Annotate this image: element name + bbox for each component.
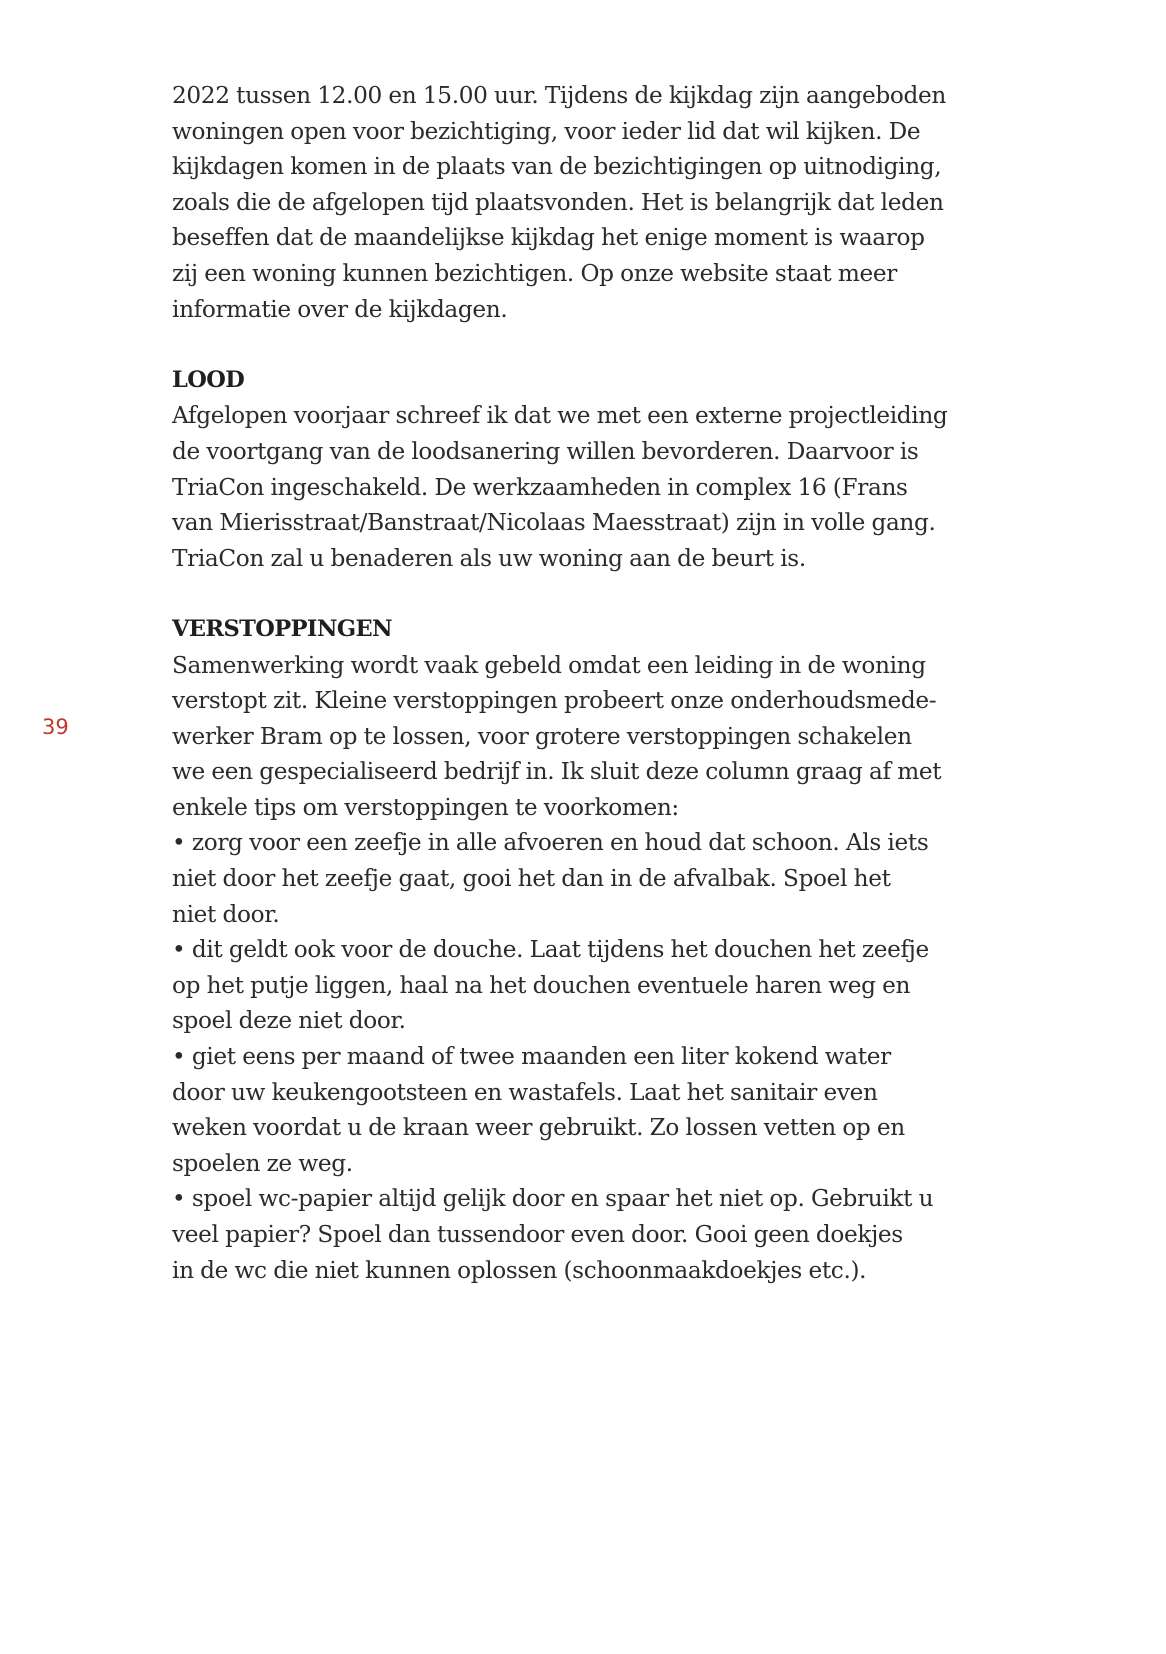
text-line: zoals die de afgelopen tijd plaatsvonden. Het is belangrijk dat leden <box>172 188 944 216</box>
text-line: kijkdagen komen in de plaats van de bezichtigingen op uitnodiging, <box>172 153 942 181</box>
tip-line: spoelen ze weg. <box>172 1149 353 1177</box>
tip-line: niet door het zeefje gaat, gooi het dan in de afvalbak. Spoel het <box>172 865 891 893</box>
intro-paragraph <box>172 78 1002 327</box>
tip-line: • dit geldt ook voor de douche. Laat tijdens het douchen het zeefje <box>172 936 929 964</box>
text-line: woningen open voor bezichtiging, voor ieder lid dat wil kijken. De <box>172 117 921 145</box>
text-line: de voortgang van de loodsanering willen bevorderen. Daarvoor is <box>172 437 919 465</box>
tip-line: weken voordat u de kraan weer gebruikt. Zo lossen vetten op en <box>172 1114 905 1142</box>
section-verstoppingen <box>172 612 1002 1288</box>
text-line: TriaCon zal u benaderen als uw woning aan de beurt is. <box>172 544 806 572</box>
text-line: van Mierisstraat/Banstraat/Nicolaas Maesstraat) zijn in volle gang. <box>172 509 936 537</box>
text-line: verstopt zit. Kleine verstoppingen probeert onze onderhoudsmede- <box>172 687 937 715</box>
text-line: we een gespecialiseerd bedrijf in. Ik sluit deze column graag af met <box>172 758 942 786</box>
tip-line: door uw keukengootsteen en wastafels. Laat het sanitair even <box>172 1078 878 1106</box>
text-line: beseffen dat de maandelijkse kijkdag het enige moment is waarop <box>172 224 925 252</box>
tip-line: • zorg voor een zeefje in alle afvoeren en houd dat schoon. Als iets <box>172 829 929 857</box>
section-heading: VERSTOPPINGEN <box>172 615 392 642</box>
tip-line: veel papier? Spoel dan tussendoor even door. Gooi geen doekjes <box>172 1221 903 1248</box>
text-line: informatie over de kijkdagen. <box>172 295 508 323</box>
tip-line: op het putje liggen, haal na het douchen eventuele haren weg en <box>172 971 911 999</box>
text-line: werker Bram op te lossen, voor grotere verstoppingen schakelen <box>172 722 912 750</box>
text-line: TriaCon ingeschakeld. De werkzaamheden in complex 16 (Frans <box>172 473 908 501</box>
text-line: 2022 tussen 12.00 en 15.00 uur. Tijdens de kijkdag zijn aangeboden <box>172 82 946 109</box>
tip-line: niet door. <box>172 900 280 928</box>
tip-line: in de wc die niet kunnen oplossen (schoonmaakdoekjes etc.). <box>172 1256 867 1284</box>
tip-line: spoel deze niet door. <box>172 1007 406 1035</box>
text-line: enkele tips om verstoppingen te voorkomen: <box>172 793 679 821</box>
section-lood <box>172 363 1002 577</box>
text-line: Afgelopen voorjaar schreef ik dat we met een externe projectleiding <box>172 402 948 430</box>
article-column <box>172 78 1002 1288</box>
text-line: zij een woning kunnen bezichtigen. Op onze website staat meer <box>172 259 898 287</box>
tip-line: • giet eens per maand of twee maanden een liter kokend water <box>172 1043 891 1071</box>
text-line: Samenwerking wordt vaak gebeld omdat een leiding in de woning <box>172 651 926 679</box>
page-number: 39 <box>42 715 69 739</box>
tip-line: • spoel wc-papier altijd gelijk door en spaar het niet op. Gebruikt u <box>172 1185 934 1213</box>
section-heading: LOOD <box>172 366 245 393</box>
